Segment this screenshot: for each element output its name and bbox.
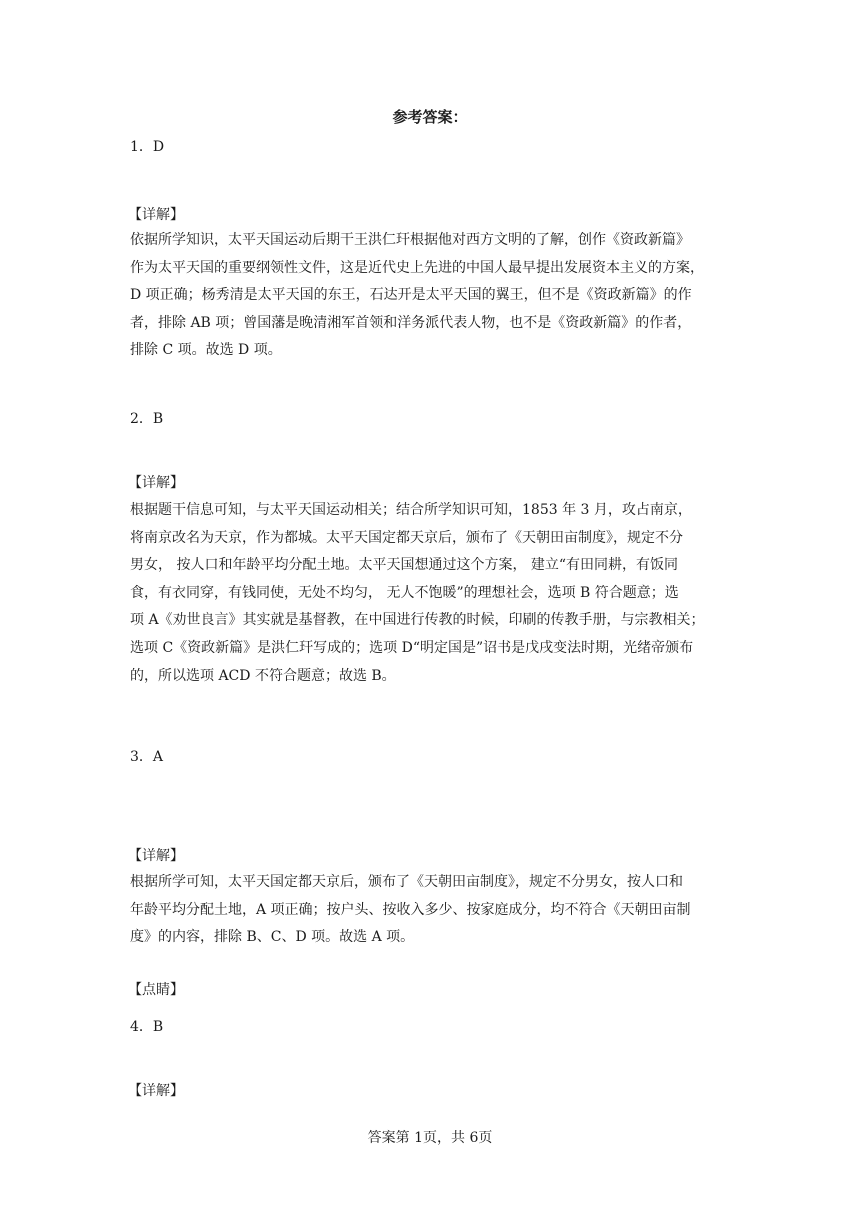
explanation-line: 根据所学可知，太平天国定都天京后，颁布了《天朝田亩制度》，规定不分男女，按人口和 [130, 874, 683, 890]
detail-heading-1: 【详解】 [128, 207, 184, 223]
answer-number-4: 4．B [130, 1019, 164, 1035]
explanation-line: 度》的内容，排除 B、C、D 项。故选 A 项。 [130, 929, 415, 946]
explanation-line: 选项 C《资政新篇》是洪仁玕写成的；选项 D“明定国是”诏书是戊戌变法时期，光绪帝颁布 [130, 639, 694, 656]
explanation-3 [130, 869, 736, 952]
explanation-2 [130, 497, 736, 690]
detail-heading-4: 【详解】 [128, 1083, 184, 1099]
explanation-line: D 项正确；杨秀清是太平天国的东王，石达开是太平天国的翼王，但不是《资政新篇》的作 [130, 287, 692, 304]
explanation-line: 依据所学知识，太平天国运动后期干王洪仁玕根据他对西方文明的了解，创作《资政新篇》 [130, 232, 690, 248]
detail-heading-3: 【详解】 [128, 848, 184, 864]
explanation-line: 者，排除 AB 项；曾国藩是晚清湘军首领和洋务派代表人物，也不是《资政新篇》的作者， [130, 314, 692, 331]
answer-number-3: 3．A [130, 749, 164, 765]
page-title: 参考答案： [392, 108, 468, 126]
explanation-line: 排除 C 项。故选 D 项。 [130, 342, 282, 359]
answer-number-1: 1．D [130, 139, 165, 155]
page-footer: 答案第 1页，共 6页 [367, 1130, 493, 1146]
explanation-line: 作为太平天国的重要纲领性文件，这是近代史上先进的中国人最早提出发展资本主义的方案， [130, 259, 704, 276]
answer-number-2: 2．B [130, 411, 164, 427]
explanation-line: 年龄平均分配土地，A 项正确；按户头、按收入多少、按家庭成分，均不符合《天朝田亩制 [130, 901, 691, 918]
explanation-line: 食，有衣同穿，有钱同使，无处不均匀， 无人不饱暖”的理想社会，选项 B 符合题意；选 [130, 584, 679, 601]
explanation-line: 项 A《劝世良言》其实就是基督教，在中国进行传教的时候，印刷的传教手册，与宗教相关； [130, 612, 705, 629]
explanation-1 [130, 227, 736, 365]
explanation-line: 根据题干信息可知，与太平天国运动相关；结合所学知识可知，1853 年 3 月，攻占南京， [130, 502, 692, 518]
explanation-line: 男女， 按人口和年龄平均分配土地。太平天国想通过这个方案， 建立“有田同耕，有饭同 [130, 557, 679, 574]
detail-heading-2: 【详解】 [128, 475, 184, 491]
explanation-line: 将南京改名为天京，作为都城。太平天国定都天京后，颁布了《天朝田亩制度》，规定不分 [130, 529, 683, 546]
remark-heading-3: 【点睛】 [128, 982, 184, 998]
explanation-line: 的，所以选项 ACD 不符合题意；故选 B。 [130, 667, 396, 684]
